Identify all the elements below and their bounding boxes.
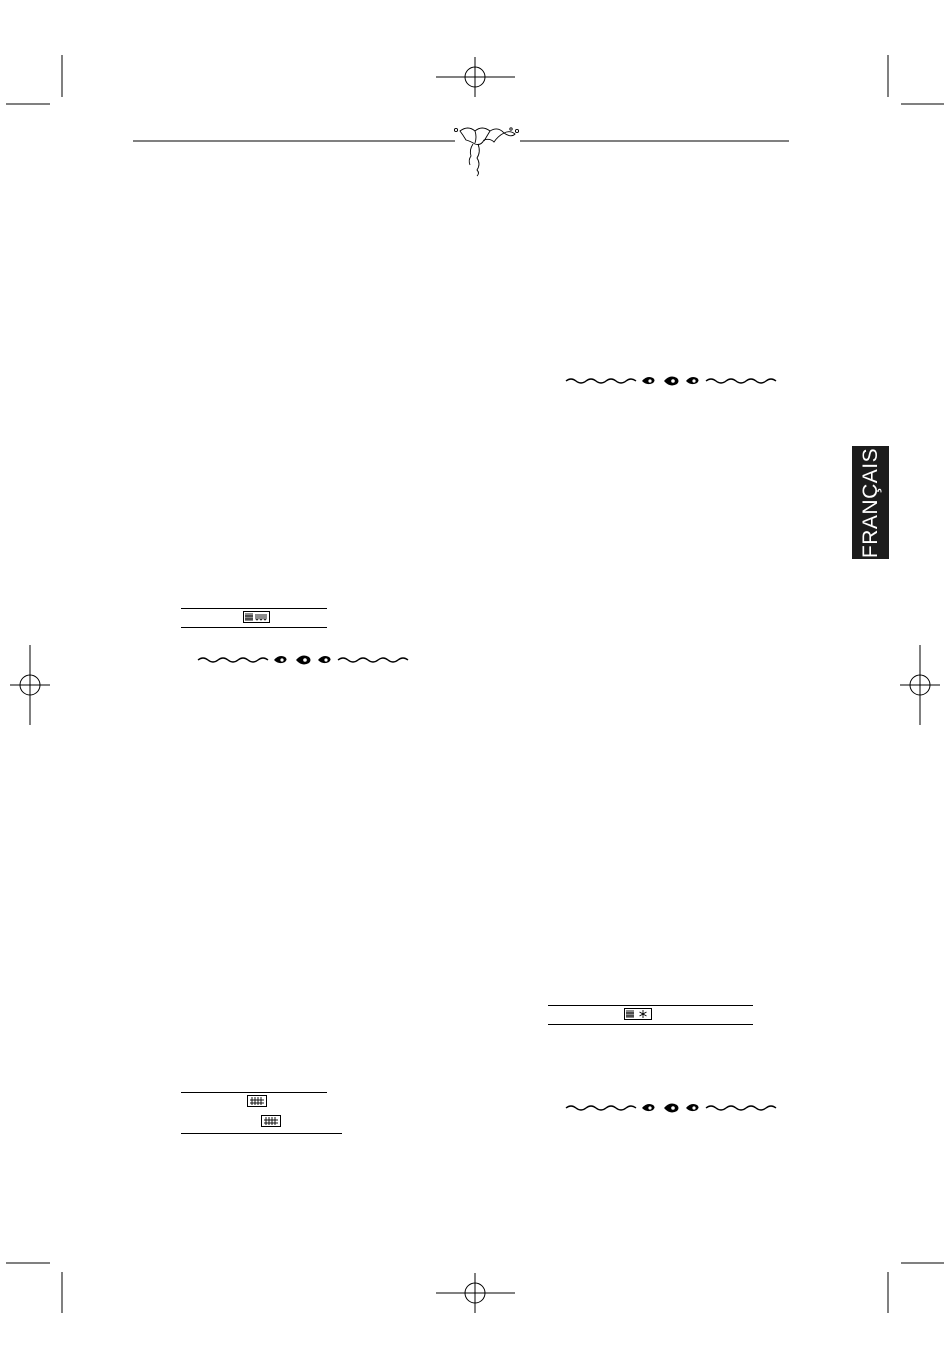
table-rule <box>181 627 327 628</box>
table-rule <box>181 608 327 609</box>
table-rule <box>181 1092 327 1093</box>
grill-icon <box>247 1095 267 1107</box>
registration-mark-right <box>900 645 940 725</box>
grill-defrost-icon <box>624 1008 652 1020</box>
fish-wave-divider-icon <box>566 1104 776 1113</box>
grill-icon <box>261 1115 281 1127</box>
fish-wave-divider-icon <box>566 377 776 386</box>
registration-mark-top <box>436 57 515 97</box>
registration-mark-bottom <box>436 1273 515 1313</box>
grape-leaf-ornament-icon <box>454 128 518 176</box>
language-tab-label: FRANÇAIS <box>858 447 882 558</box>
table-rule <box>548 1005 753 1006</box>
registration-mark-left <box>10 645 50 725</box>
fish-wave-divider-icon <box>198 656 408 665</box>
grill-microwave-icon <box>243 611 270 623</box>
table-rule <box>548 1024 753 1025</box>
table-rule <box>181 1133 342 1134</box>
language-tab <box>852 446 889 559</box>
